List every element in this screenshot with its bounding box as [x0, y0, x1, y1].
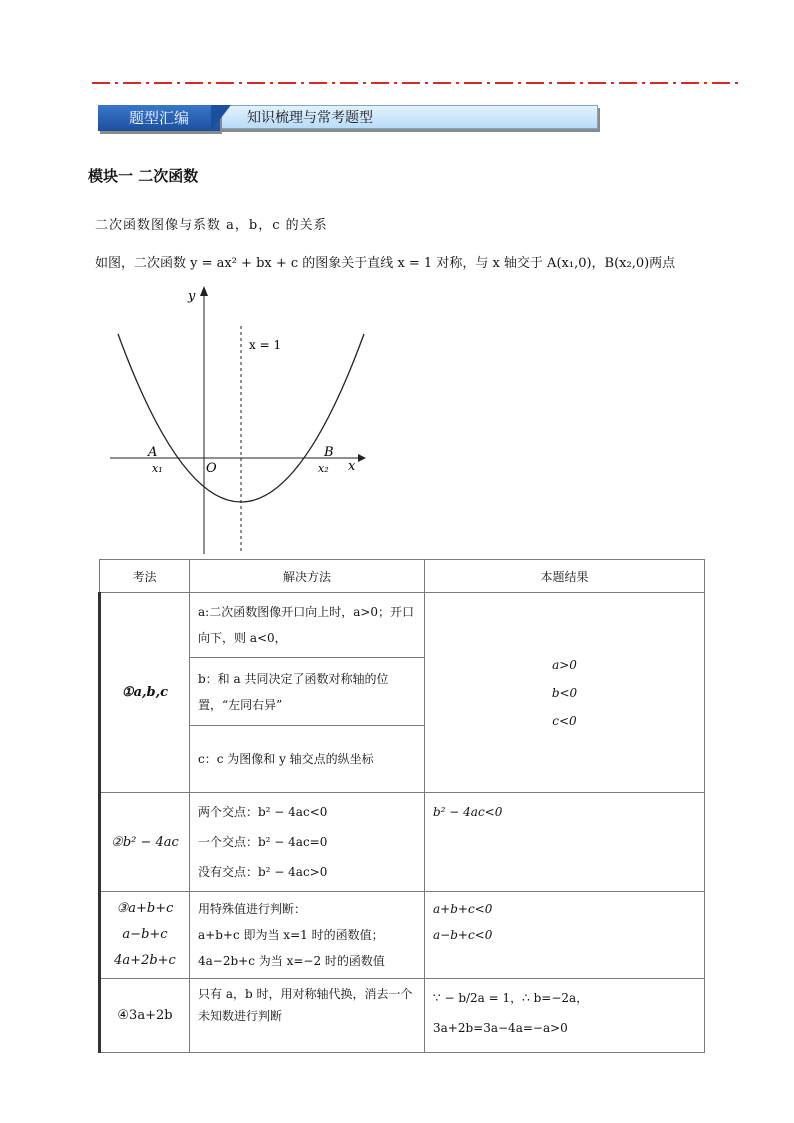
- section-subtitle: 二次函数图像与系数 a，b，c 的关系: [95, 218, 328, 233]
- result-text: a>0: [552, 657, 577, 672]
- row-label-line: 4a+2b+c: [114, 953, 176, 968]
- row-label: ④3a+2b: [100, 979, 190, 1053]
- header-solution: 解决方法: [190, 560, 425, 593]
- row-label-line: a−b+c: [122, 927, 168, 942]
- y-axis-label: y: [188, 289, 196, 304]
- x-axis-arrow: [358, 454, 366, 462]
- results-cell: [425, 892, 705, 979]
- method-text: 4a−2b+c 为当 x=−2 时的函数值: [198, 954, 385, 968]
- result-text: c<0: [552, 713, 577, 728]
- banner-wedge: [211, 105, 231, 131]
- result-text: b² − 4ac<0: [433, 805, 503, 819]
- y-axis-arrow: [200, 286, 208, 296]
- method-text: 两个交点：b² − 4ac<0: [198, 805, 328, 819]
- result-text: a+b+c<0: [433, 902, 493, 916]
- banner-subtitle: 知识梳理与常考题型: [220, 105, 598, 129]
- symmetry-axis-label: x = 1: [249, 338, 282, 352]
- header-dash-line: [92, 80, 740, 86]
- method-text: 用特殊值进行判断：: [198, 902, 307, 916]
- table-header-row: [100, 560, 705, 593]
- result-text: b<0: [551, 685, 578, 700]
- methods-cell: [190, 892, 425, 979]
- module-title: 模块一 二次函数: [88, 167, 199, 185]
- x1-label: x₁: [152, 462, 163, 475]
- results-cell: [425, 593, 705, 793]
- methods-cell: [190, 593, 425, 793]
- row-label: ②b² − 4ac: [100, 793, 190, 892]
- method-text: 只有 a，b 时，用对称轴代换，消去一个未知数进行判断: [198, 987, 413, 1023]
- point-b-label: B: [324, 445, 334, 460]
- result-text: 3a+2b=3a−4a=−a>0: [433, 1021, 568, 1035]
- section-banner: [98, 105, 601, 133]
- method-text: c：c 为图像和 y 轴交点的纵坐标: [198, 751, 374, 766]
- results-cell: [425, 793, 705, 892]
- row-label: ①a,b,c: [100, 593, 190, 793]
- methods-cell: [190, 793, 425, 892]
- table-row: [100, 593, 705, 793]
- row-label-line: ③a+b+c: [116, 901, 174, 916]
- method-text: b：和 a 共同决定了函数对称轴的位置，“左同右异”: [190, 658, 424, 726]
- results-cell: [425, 979, 705, 1053]
- method-text: a:二次函数图像开口向上时，a>0；开口向下，则 a<0，: [190, 594, 424, 658]
- table-row: [100, 979, 705, 1053]
- knowledge-table: [98, 559, 705, 1053]
- methods-cell: [190, 979, 425, 1053]
- method-text: a+b+c 即为当 x=1 时的函数值；: [198, 928, 384, 942]
- table-row: [100, 892, 705, 979]
- header-result: 本题结果: [425, 560, 705, 593]
- method-text: 没有交点：b² − 4ac>0: [198, 865, 328, 879]
- result-text: a−b+c<0: [433, 928, 493, 942]
- problem-intro: 如图，二次函数 y = ax² + bx + c 的图象关于直线 x = 1 对称，与 x 轴交于 A(x₁,0)，B(x₂,0)两点: [95, 256, 676, 271]
- table-row: [100, 793, 705, 892]
- x2-label: x₂: [318, 462, 329, 475]
- origin-label: O: [206, 461, 217, 476]
- x-axis-label: x: [348, 459, 356, 474]
- point-a-label: A: [148, 445, 158, 460]
- parabola-graph: [100, 282, 370, 560]
- methods-subtable: [190, 594, 424, 792]
- banner-title: 题型汇编: [98, 105, 220, 131]
- result-text: ∵ − b/2a = 1，∴ b=−2a，: [433, 991, 589, 1005]
- header-method-type: 考法: [100, 560, 190, 593]
- method-text: 一个交点：b² − 4ac=0: [198, 835, 328, 849]
- row-label: [100, 892, 190, 979]
